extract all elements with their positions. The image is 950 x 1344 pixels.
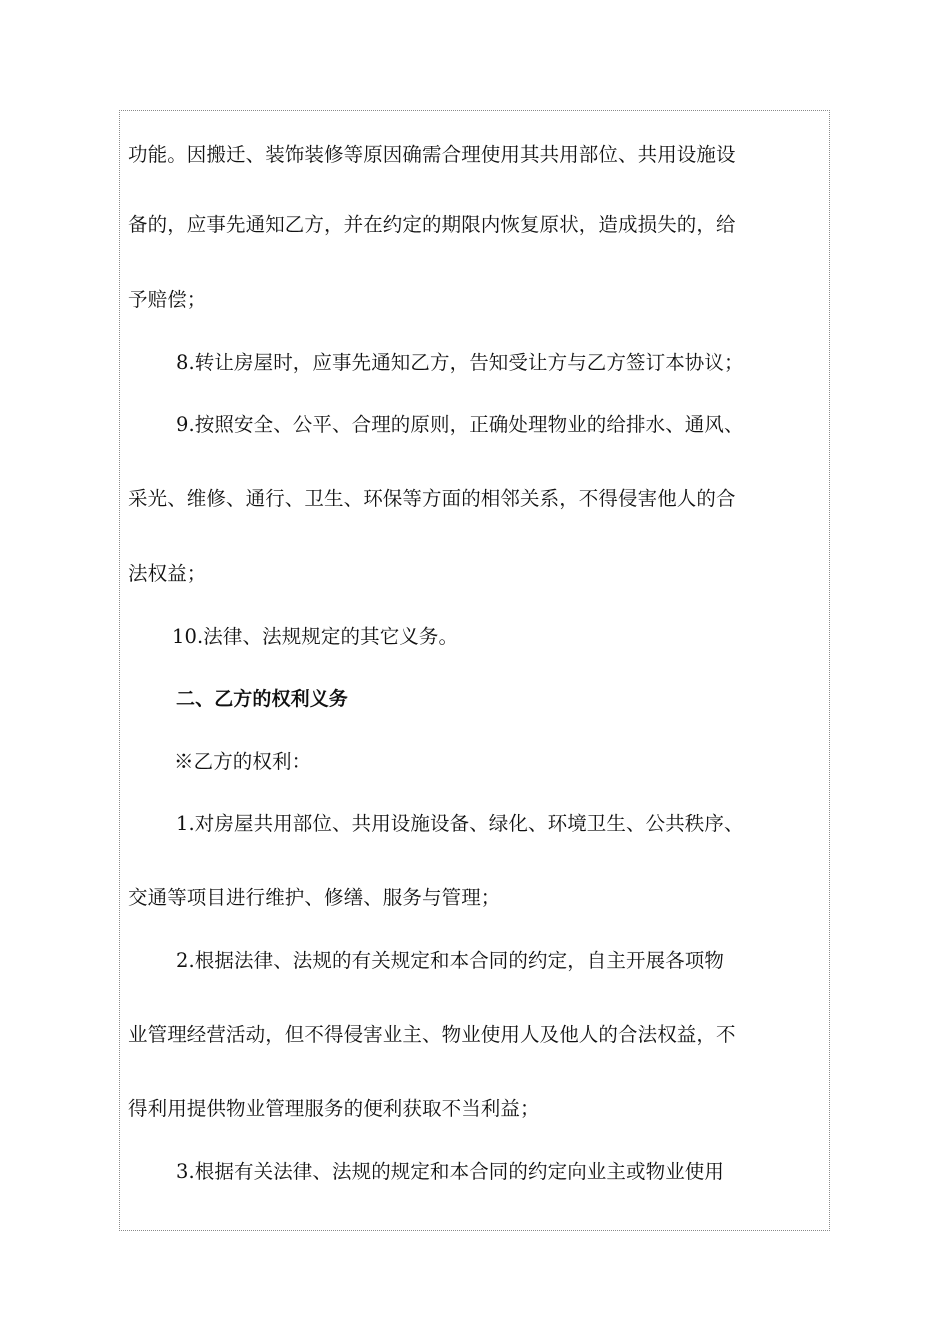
list-item-1: 1.对房屋共用部位、共用设施设备、绿化、环境卫生、公共秩序、 [176, 812, 744, 835]
list-item-3: 3.根据有关法律、法规的规定和本合同的约定向业主或物业使用 [176, 1160, 725, 1183]
list-item-2: 2.根据法律、法规的有关规定和本合同的约定，自主开展各项物 [176, 949, 725, 972]
text-line: 采光、维修、通行、卫生、环保等方面的相邻关系，不得侵害他人的合 [128, 487, 736, 510]
page-frame [119, 110, 830, 1231]
text-line: 功能。因搬迁、装饰装修等原因确需合理使用其共用部位、共用设施设 [128, 143, 736, 166]
text-line: 备的，应事先通知乙方，并在约定的期限内恢复原状，造成损失的，给 [128, 213, 736, 236]
text-line: 予赔偿； [128, 288, 207, 311]
subsection-heading: ※乙方的权利： [174, 750, 312, 773]
text-line: 业管理经营活动，但不得侵害业主、物业使用人及他人的合法权益，不 [128, 1023, 736, 1046]
text-line: 交通等项目进行维护、修缮、服务与管理； [128, 886, 501, 909]
section-heading: 二、乙方的权利义务 [176, 688, 348, 710]
text-line: 得利用提供物业管理服务的便利获取不当利益； [128, 1097, 540, 1120]
list-item-9: 9.按照安全、公平、合理的原则，正确处理物业的给排水、通风、 [176, 413, 744, 436]
text-line: 法权益； [128, 562, 207, 585]
list-item-10: 10.法律、法规规定的其它义务。 [172, 625, 459, 648]
list-item-8: 8.转让房屋时，应事先通知乙方，告知受让方与乙方签订本协议； [176, 351, 744, 374]
